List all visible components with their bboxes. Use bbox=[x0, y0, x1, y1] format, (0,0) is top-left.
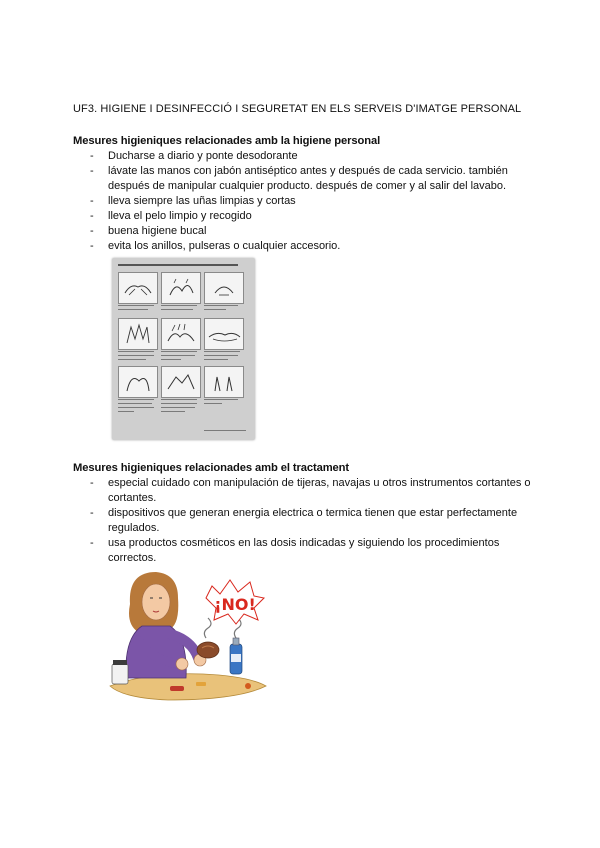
handwash-step-image bbox=[118, 366, 158, 398]
page-title: UF3. HIGIENE I DESINFECCIÓ I SEGURETAT EN ELS SERVEIS D'IMATGE PERSONAL bbox=[73, 103, 522, 115]
list-item: - evita los anillos, pulseras o cualquier accesorio. bbox=[90, 239, 530, 254]
handwashing-poster-image bbox=[112, 258, 255, 440]
handwash-step-image bbox=[204, 366, 244, 398]
treatment-list bbox=[90, 476, 535, 566]
handwash-step-image bbox=[118, 318, 158, 350]
cosmetics-warning-illustration bbox=[108, 568, 268, 703]
hands-icon bbox=[119, 319, 157, 349]
handwash-step-image bbox=[204, 272, 244, 304]
hands-icon bbox=[162, 319, 200, 349]
list-item: - dispositivos que generan energia electrica o termica tienen que estar perfectamente regulados. bbox=[90, 506, 535, 536]
cosmetic-jar-shape bbox=[112, 664, 128, 684]
handwash-step-image bbox=[161, 366, 201, 398]
handwash-step-image bbox=[204, 318, 244, 350]
list-item: - Ducharse a diario y ponte desodorante bbox=[90, 149, 530, 164]
handwash-step-image bbox=[118, 272, 158, 304]
hands-icon bbox=[205, 319, 243, 349]
product-bowl-shape bbox=[197, 642, 219, 658]
hands-icon bbox=[205, 273, 243, 303]
handwash-step-image bbox=[161, 318, 201, 350]
no-sign-text: ¡NO! bbox=[214, 595, 256, 614]
hands-icon bbox=[205, 367, 243, 397]
section-heading-treatment: Mesures higieniques relacionades amb el tractament bbox=[73, 462, 350, 474]
list-item: - usa productos cosméticos en las dosis indicadas y siguiendo los procedimientos correctos. bbox=[90, 536, 535, 566]
hands-icon bbox=[162, 367, 200, 397]
hands-icon bbox=[119, 273, 157, 303]
list-item: - lleva el pelo limpio y recogido bbox=[90, 209, 530, 224]
handwash-step-image bbox=[161, 272, 201, 304]
hands-icon bbox=[162, 273, 200, 303]
list-item: - especial cuidado con manipulación de tijeras, navajas u otros instrumentos cortantes o cortantes. bbox=[90, 476, 535, 506]
list-item: - lávate las manos con jabón antiséptico antes y después de cada servicio. también después de manipular cualquier producto. después de comer y al salir del lavabo. bbox=[90, 164, 530, 194]
section-heading-personal-hygiene: Mesures higieniques relacionades amb la higiene personal bbox=[73, 135, 381, 147]
hands-icon bbox=[119, 367, 157, 397]
list-item: - buena higiene bucal bbox=[90, 224, 530, 239]
face-shape bbox=[142, 584, 170, 620]
personal-hygiene-list bbox=[90, 149, 530, 254]
list-item: - lleva siempre las uñas limpias y cortas bbox=[90, 194, 530, 209]
